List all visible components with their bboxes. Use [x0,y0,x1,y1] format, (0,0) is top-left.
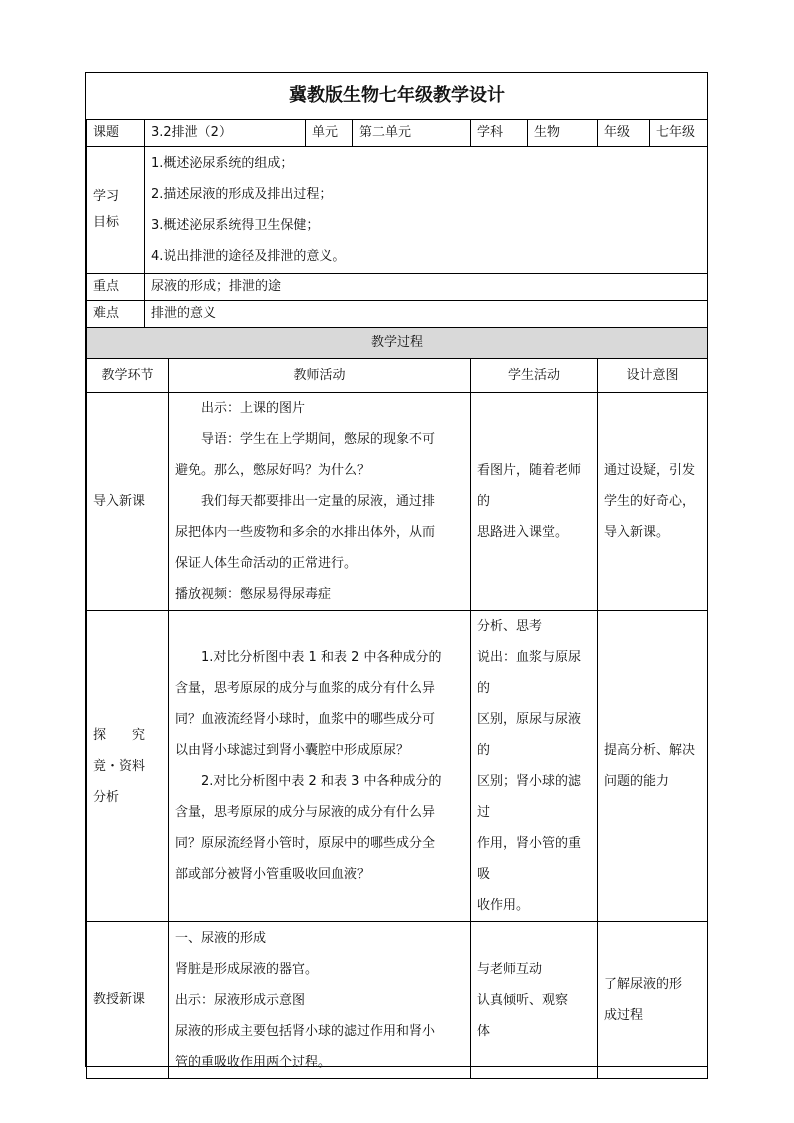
teacher-activity [169,393,471,611]
unit-value: 第二单元 [353,120,471,147]
stage-cell [87,611,169,922]
goal-item: 2.描述尿液的形成及排出过程； [151,187,333,202]
key-point-label: 重点 [87,274,145,301]
goals-label-line: 目标 [93,215,120,230]
student-line: 收作用。 [477,898,530,913]
teacher-line: 导语：学生在上学期间，憋尿的现象不可 [201,432,436,447]
design-intent [598,611,708,922]
lesson-plan-frame [85,72,708,1070]
teacher-line: 出示：尿液形成示意图 [175,992,306,1008]
teacher-line: 含量，思考原尿的成分与尿液的成分有什么异 [175,805,436,820]
teacher-line: 出示：上课的图片 [201,401,306,416]
teacher-line: 同？原尿流经肾小管时，原尿中的哪些成分全 [175,836,436,851]
teacher-line: 同？血液流经肾小球时，血浆中的哪些成分可 [175,712,436,727]
goals-label-line: 学习 [93,189,120,204]
teacher-line: 播放视频：憋尿易得尿毒症 [175,587,332,602]
grade-value: 七年级 [650,120,708,147]
goal-item: 4.说出排泄的途径及排泄的意义。 [151,249,346,264]
student-activity [471,611,598,922]
design-intent [598,393,708,611]
subject-label: 学科 [471,120,528,147]
teacher-line: 管的重吸收作用两个过程。 [175,1054,332,1070]
document-title: 冀教版生物七年级教学设计 [87,73,708,120]
design-intent [598,922,708,1079]
teacher-line: 一、尿液的形成 [175,930,267,946]
subject-value: 生物 [528,120,598,147]
unit-label: 单元 [306,120,353,147]
teacher-line: 保证人体生命活动的正常进行。 [175,556,358,571]
goals-label [87,147,145,274]
header-stage: 教学环节 [87,359,169,393]
student-line: 体 [477,1023,491,1039]
student-activity [471,922,598,1079]
lesson-plan-table [86,73,708,1079]
header-intent: 设计意图 [598,359,708,393]
teacher-line: 含量，思考原尿的成分与血浆的成分有什么异 [175,681,436,696]
student-line: 与老师互动 [477,961,543,977]
stage-cell: 教授新课 [87,922,169,1079]
teacher-line: 1.对比分析图中表 1 和表 2 中各种成分的 [201,650,442,665]
student-line: 区别，原尿与尿液的 [477,712,582,758]
stage-line: 探 究 [93,727,146,743]
teacher-line: 2.对比分析图中表 2 和表 3 中各种成分的 [201,774,442,789]
goal-item: 3.概述泌尿系统得卫生保健； [151,218,320,233]
student-line: 看图片，随着老师的 [477,463,582,509]
goal-item: 1.概述泌尿系统的组成； [151,156,294,171]
student-line: 思路进入课堂。 [477,525,569,540]
header-teacher: 教师活动 [169,359,471,393]
process-section-title: 教学过程 [87,328,708,359]
student-activity [471,393,598,611]
difficulty-text: 排泄的意义 [145,301,708,328]
teacher-activity [169,611,471,922]
intent-line: 通过设疑，引发 [604,463,696,478]
grade-label: 年级 [598,120,650,147]
stage-line: 竟・资料 [93,758,146,774]
goals-list [145,147,708,274]
intent-line: 导入新课。 [604,525,670,540]
intent-line: 提高分析、解决 [604,743,696,758]
teacher-activity [169,922,471,1079]
key-point-text: 尿液的形成；排泄的途 [145,274,708,301]
teacher-line: 避免。那么，憋尿好吗？为什么？ [175,463,371,478]
intent-line: 问题的能力 [604,774,670,789]
student-line: 分析、思考 [477,619,543,634]
teacher-line: 尿把体内一些废物和多余的水排出体外，从而 [175,525,436,540]
teacher-line: 部或部分被肾小管重吸收回血液？ [175,867,371,882]
teacher-line: 肾脏是形成尿液的器官。 [175,961,319,977]
topic-value: 3.2排泄（2） [145,120,306,147]
stage-line: 分析 [93,789,120,805]
header-student: 学生活动 [471,359,598,393]
topic-label: 课题 [87,120,145,147]
student-line: 作用，肾小管的重吸 [477,836,582,882]
stage-cell: 导入新课 [87,393,169,611]
teacher-line: 尿液的形成主要包括肾小球的滤过作用和肾小 [175,1023,436,1039]
teacher-line: 我们每天都要排出一定量的尿液，通过排 [201,494,436,509]
difficulty-label: 难点 [87,301,145,328]
student-line: 区别；肾小球的滤过 [477,774,582,820]
student-line: 认真倾听、观察 [477,992,569,1008]
intent-line: 学生的好奇心， [604,494,696,509]
intent-line: 了解尿液的形 [604,977,683,992]
teacher-line: 以由肾小球滤过到肾小囊腔中形成原尿？ [175,743,410,758]
intent-line: 成过程 [604,1008,644,1023]
student-line: 说出：血浆与原尿的 [477,650,582,696]
